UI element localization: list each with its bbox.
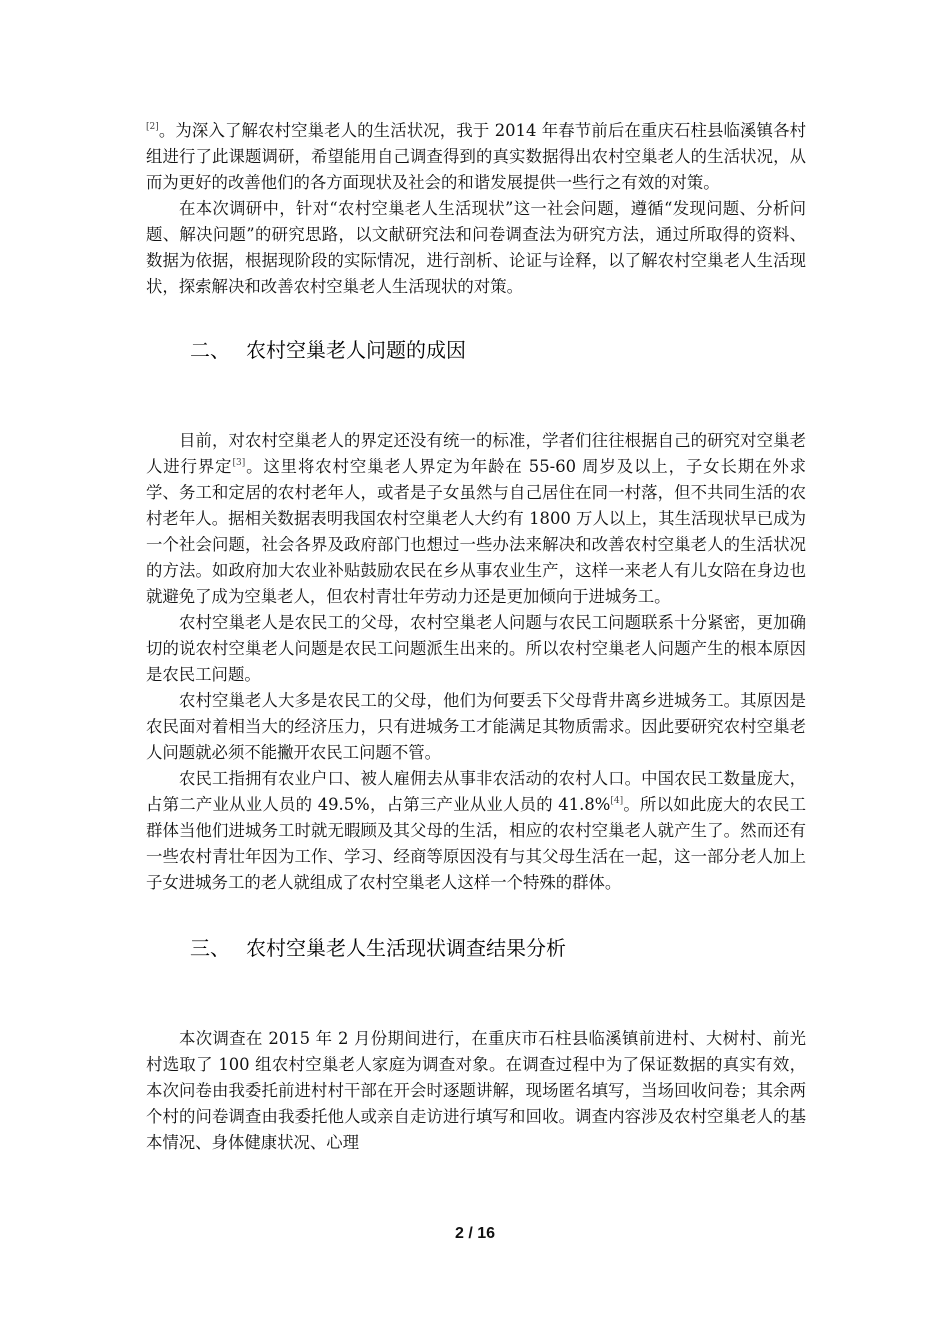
section2-paragraph-2: 农村空巢老人是农民工的父母，农村空巢老人问题与农民工问题联系十分紧密，更加确切的说农村空巢老人问题是农民工问题派生出来的。所以农村空巢老人问题产生的根本原因是农民工问题。: [146, 613, 806, 684]
citation-ref: [2]: [146, 122, 159, 132]
paragraph-text: 。所以如此庞大的农民工群体当他们进城务工时就无暇顾及其父母的生活，相应的农村空巢老人就产生了。然而还有一些农村青壮年因为工作、学习、经商等原因没有与其父母生活在一起，这一部分老人加上子女进城务工的老人就组成了农村空巢老人这样一个特殊的群体。: [146, 795, 806, 892]
section2-paragraph-3: 农村空巢老人大多是农民工的父母，他们为何要丢下父母背井离乡进城务工。其原因是农民面对着相当大的经济压力，只有进城务工才能满足其物质需求。因此要研究农村空巢老人问题就必须不能撇开农民工问题不管。: [146, 691, 806, 762]
section2-paragraph-4: [146, 766, 806, 896]
intro-paragraph-2: 在本次调研中，针对“农村空巢老人生活现状”这一社会问题，遵循“发现问题、分析问题、解决问题”的研究思路，以文献研究法和问卷调查法为研究方法，通过所取得的资料、数据为依据，根据现阶段的实际情况，进行剖析、论证与诠释，以了解农村空巢老人生活现状，探索解决和改善农村空巢老人生活现状的对策。: [146, 199, 806, 296]
page-body: [146, 118, 806, 1156]
citation-ref: [4]: [610, 796, 624, 806]
page-number: 2 / 16: [454, 1225, 496, 1242]
intro-paragraph-1: [146, 118, 806, 196]
paragraph-text: 。为深入了解农村空巢老人的生活状况，我于 2014 年春节前后在重庆石柱县临溪镇各村组进行了此课题调研，希望能用自己调查得到的真实数据得出农村空巢老人的生活状况，从而为更好的改善他们的各方面现状及社会的和谐发展提供一些行之有效的对策。: [146, 121, 806, 192]
section-heading-2: [146, 336, 806, 364]
paragraph-text: 农民工指拥有农业户口、被人雇佣去从事非农活动的农村人口。中国农民工数量庞大，占第二产业从业人员的 49.5%，占第三产业从业人员的 41.8%: [146, 769, 806, 814]
paragraph-text: 。这里将农村空巢老人界定为年龄在 55-60 周岁及以上，子女长期在外求学、务工和定居的农村老年人，或者是子女虽然与自己居住在同一村落，但不共同生活的农村老年人。据相关数据表明我国农村空巢老人大约有 1800 万人以上，其生活现状早已成为一个社会问题，社会各界及政府部门也想过一些办法来解决和改善农村空巢老人的生活状况的方法。如政府加大农业补贴鼓励农民在乡从事农业生产，这样一来老人有儿女陪在身边也就避免了成为空巢老人，但农村青壮年劳动力还是更加倾向于进城务工。: [146, 457, 807, 606]
section-title: 农村空巢老人问题的成因: [246, 338, 466, 362]
citation-ref: [3]: [232, 458, 246, 468]
section-number: 二、: [190, 338, 230, 362]
section-number: 三、: [190, 936, 230, 960]
section2-paragraph-1: [146, 428, 806, 610]
paragraph-text: 目前，对农村空巢老人的界定还没有统一的标准，学者们往往根据自己的研究对空巢老人进行界定: [146, 431, 806, 476]
section-title: 农村空巢老人生活现状调查结果分析: [246, 936, 566, 960]
section3-paragraph-1: 本次调查在 2015 年 2 月份期间进行，在重庆市石柱县临溪镇前进村、大树村、前光村选取了 100 组农村空巢老人家庭为调查对象。在调查过程中为了保证数据的真实有效，本次问卷由我委托前进村村干部在开会时逐题讲解，现场匿名填写，当场回收问卷；其余两个村的问卷调查由我委托他人或亲自走访进行填写和回收。调查内容涉及农村空巢老人的基本情况、身体健康状况、心理: [146, 1029, 806, 1152]
section-heading-3: [146, 934, 806, 962]
